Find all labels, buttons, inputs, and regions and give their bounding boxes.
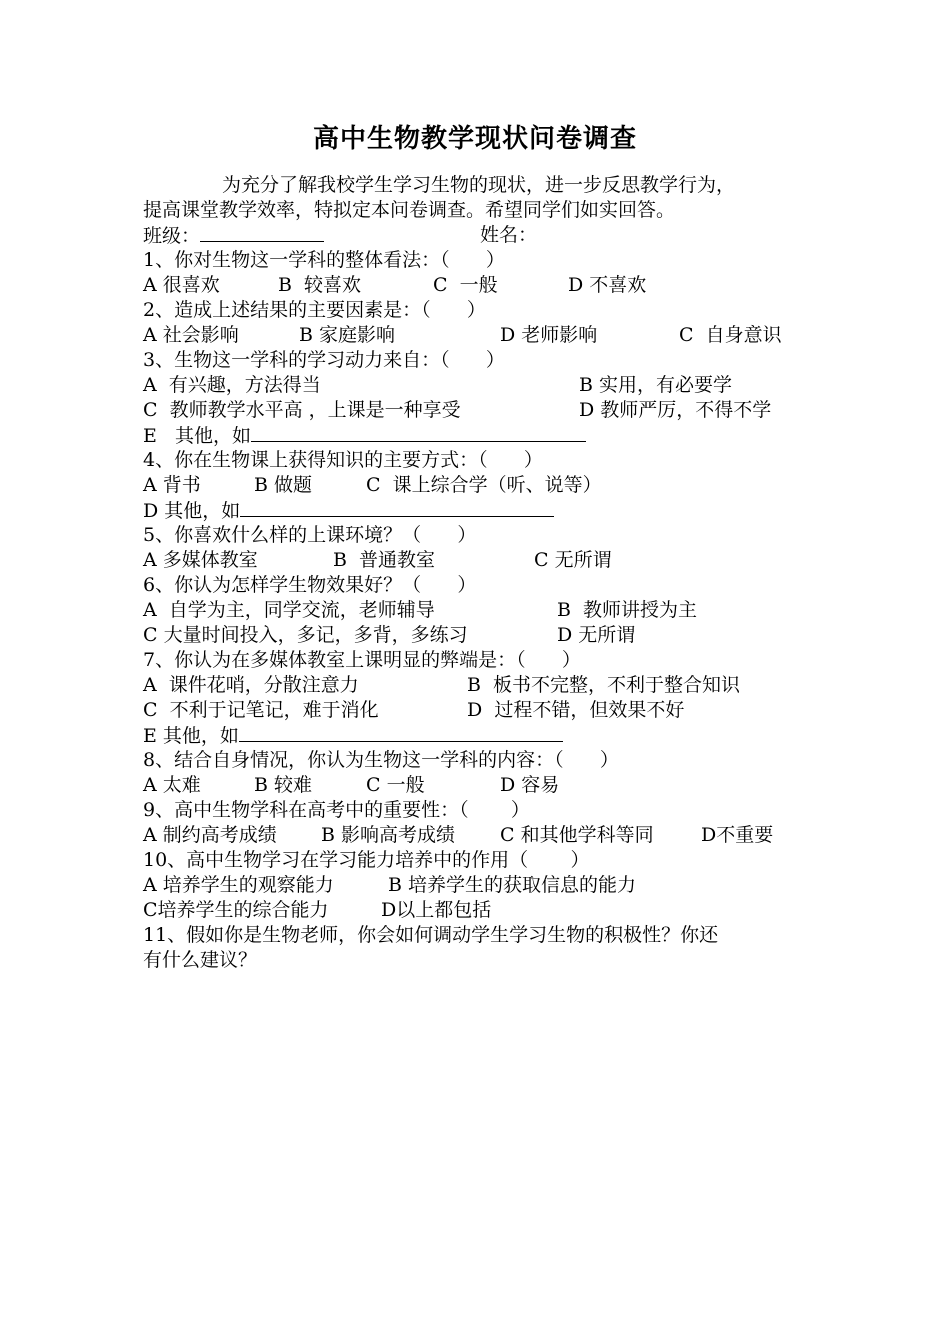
name-label: 姓名： [480,224,538,246]
q7-option-d[interactable]: D 过程不错，但效果不好 [467,699,685,721]
q10-option-b[interactable]: B 培养学生的获取信息的能力 [388,874,637,896]
question-8: 8、结合自身情况，你认为生物这一学科的内容：（ ） [143,749,619,771]
question-3: 3、生物这一学科的学习动力来自：（ ） [143,349,505,371]
q8-option-b[interactable]: B 较难 [254,774,313,796]
q2-option-b[interactable]: B 家庭影响 [299,324,396,346]
q3-option-b[interactable]: B 实用，有必要学 [579,374,733,396]
q5-option-b[interactable]: B 普通教室 [333,549,436,571]
question-2: 2、造成上述结果的主要因素是：（ ） [143,299,486,321]
q4-option-d[interactable] [143,498,554,523]
q9-option-d[interactable]: D不重要 [701,824,774,846]
intro-line-1: 为充分了解我校学生学习生物的现状，进一步反思教学行为， [222,174,736,196]
q4-other-blank[interactable] [240,498,554,517]
q7-other-blank[interactable] [239,723,563,742]
q7-option-e-label: E 其他，如 [143,725,239,747]
question-6: 6、你认为怎样学生物效果好？（ ） [143,574,477,596]
q3-option-d[interactable]: D 教师严厉，不得不学 [579,399,772,421]
q6-option-d[interactable]: D 无所谓 [557,624,636,646]
q9-option-a[interactable]: A 制约高考成绩 [143,824,277,846]
q8-option-c[interactable]: C 一般 [366,774,425,796]
q4-option-d-label: D 其他，如 [143,500,241,522]
question-7: 7、你认为在多媒体教室上课明显的弊端是：（ ） [143,649,581,671]
q8-option-a[interactable]: A 太难 [143,774,201,796]
q5-option-c[interactable]: C 无所谓 [534,549,612,571]
q6-option-b[interactable]: B 教师讲授为主 [557,599,698,621]
q3-option-c[interactable]: C 教师教学水平高 ，上课是一种享受 [143,399,461,421]
question-11-continued: 有什么建议？ [143,949,258,971]
q6-option-a[interactable]: A 自学为主，同学交流，老师辅导 [143,599,435,621]
page-title: 高中生物教学现状问卷调查 [312,124,637,154]
class-blank[interactable] [200,223,324,242]
q6-option-c[interactable]: C 大量时间投入，多记，多背，多练习 [143,624,468,646]
question-4: 4、你在生物课上获得知识的主要方式：（ ） [143,449,543,471]
q1-option-c[interactable]: C 一般 [433,274,498,296]
q9-option-b[interactable]: B 影响高考成绩 [321,824,456,846]
q2-option-d[interactable]: D 老师影响 [500,324,598,346]
q4-option-c[interactable]: C 课上综合学（听、说等） [366,474,602,496]
q3-option-e-label: E 其他，如 [143,425,251,447]
intro-line-2: 提高课堂教学效率，特拟定本问卷调查。希望同学们如实回答。 [143,199,676,221]
q4-option-a[interactable]: A 背书 [143,474,201,496]
class-field [143,223,324,248]
q5-option-a[interactable]: A 多媒体教室 [143,549,258,571]
q8-option-d[interactable]: D 容易 [500,774,560,796]
q1-option-b[interactable]: B 较喜欢 [278,274,362,296]
q3-option-e[interactable] [143,423,586,448]
q7-option-a[interactable]: A 课件花哨，分散注意力 [143,674,359,696]
q4-option-b[interactable]: B 做题 [254,474,313,496]
q7-option-e[interactable] [143,723,563,748]
q1-option-a[interactable]: A 很喜欢 [143,274,220,296]
q7-option-c[interactable]: C 不利于记笔记，难于消化 [143,699,379,721]
question-10: 10、高中生物学习在学习能力培养中的作用（ ） [143,849,590,871]
q10-option-d[interactable]: D以上都包括 [381,899,492,921]
q10-option-a[interactable]: A 培养学生的观察能力 [143,874,334,896]
q7-option-b[interactable]: B 板书不完整，不利于整合知识 [467,674,741,696]
q2-option-c[interactable]: C 自身意识 [679,324,782,346]
question-1: 1、你对生物这一学科的整体看法：（ ） [143,249,505,271]
q1-option-d[interactable]: D 不喜欢 [568,274,647,296]
q3-other-blank[interactable] [251,423,586,442]
question-11: 11、假如你是生物老师，你会如何调动学生学习生物的积极性？你还 [143,924,719,946]
q2-option-a[interactable]: A 社会影响 [143,324,239,346]
question-9: 9、高中生物学科在高考中的重要性：（ ） [143,799,530,821]
q10-option-c[interactable]: C培养学生的综合能力 [143,899,329,921]
class-label: 班级： [143,225,201,247]
q9-option-c[interactable]: C 和其他学科等同 [500,824,654,846]
question-5: 5、你喜欢什么样的上课环境？（ ） [143,524,477,546]
q3-option-a[interactable]: A 有兴趣，方法得当 [143,374,321,396]
